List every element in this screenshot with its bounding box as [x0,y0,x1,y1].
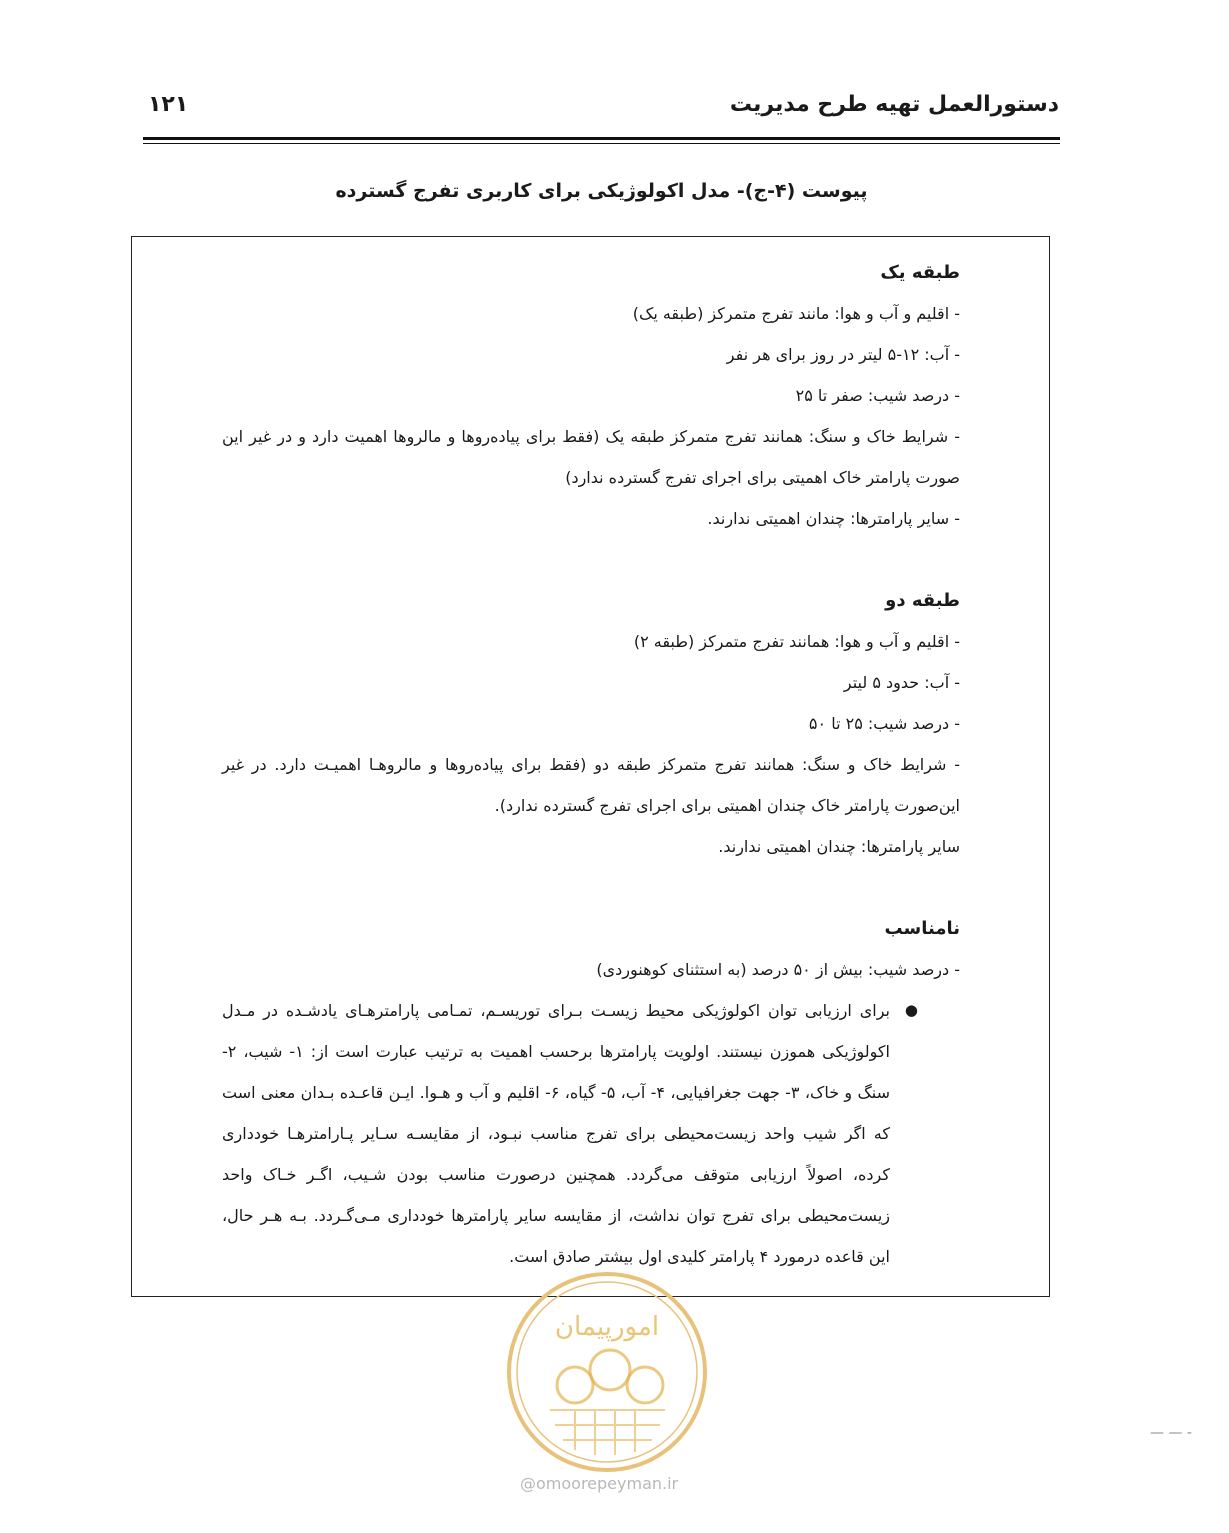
section-line: - درصد شیب: بیش از ۵۰ درصد (به استثنای کوهنوردی) [596,960,960,979]
section-class-two [222,580,960,867]
header-rule-thin [143,143,1060,144]
section-line: سایر پارامترها: چندان اهمیتی ندارند. [718,837,960,856]
bullet-note [222,990,960,1277]
page-number: ۱۲۱ [148,92,189,117]
running-header-title: دستورالعمل تهیه طرح مدیریت [729,92,1059,117]
section-unsuitable [222,908,960,990]
bullet-note-text: برای ارزیابی توان اکولوژیکی محیط زیسـت بـرای توریسـم، تمـامی پارامترهـای یادشـده در مـدل اکولوژیکی هموزن نیستند. اولویت پارامترها برحسب اهمیت به ترتیب عبارت است از: ۱- شیب، ۲- سنگ و خاک، ۳- جهت جغرافیایی، ۴- آب، ۵- گیاه، ۶- اقلیم و آب و هـوا. ایـن قاعـده بـدان معنی است که اگر شیب واحد زیست‌محیطی برای تفرج مناسب نبـود، از مقایسـه سـایر پـارامترهـا خودداری کرده، اصولاً ارزیابی متوقف می‌گردد. همچنین درصورت مناسب بودن شـیب، اگـر خـاک واحد زیست‌محیطی برای تفرج توان نداشت، از مقایسه سایر پارامترها خودداری مـی‌گـردد. بـه هـر حال، این قاعده درمورد ۴ پارامتر کلیدی اول بیشتر صادق است. [222,1001,891,1266]
section-class-one [222,252,960,539]
section-line: - آب: ۱۲-۵ لیتر در روز برای هر نفر [726,345,960,364]
section-line: - درصد شیب: صفر تا ۲۵ [795,386,960,405]
section-line: - شرایط خاک و سنگ: همانند تفرج متمرکز طبقه دو (فقط برای پیاده‌روها و مالروهـا اهمیـت دارد. در غیر این‌صورت پارامتر خاک چندان اهمیتی برای اجرای تفرج گسترده ندارد). [222,755,960,815]
appendix-caption: پیوست (۴-ج)- مدل اکولوژیکی برای کاربری تفرج گسترده [335,180,868,202]
section-line: - درصد شیب: ۲۵ تا ۵۰ [808,714,960,733]
section-line: - شرایط خاک و سنگ: همانند تفرج متمرکز طبقه یک (فقط برای پیاده‌روها و مالروها اهمیت دارد و در غیر این صورت پارامتر خاک اهمیتی برای اجرای تفرج گسترده ندارد) [222,427,960,487]
section-line: - آب: حدود ۵ لیتر [843,673,960,692]
section-line: - اقلیم و آب و هوا: همانند تفرج متمرکز (طبقه ۲) [633,632,960,651]
section-title: طبقه دو [885,590,960,611]
section-line: - سایر پارامترها: چندان اهمیتی ندارند. [707,509,960,528]
header-rule-thick [143,137,1060,140]
content-body [222,252,960,1277]
watermark-url: @omoorepeyman.ir [520,1474,679,1493]
bullet-icon: ● [904,1001,918,1019]
section-title: نامناسب [884,918,960,939]
margin-mark: — — - [1150,1425,1192,1441]
stamp-text: امورپیمان [554,1312,660,1342]
section-line: - اقلیم و آب و هوا: مانند تفرج متمرکز (طبقه یک) [632,304,960,323]
publisher-stamp-icon [505,1270,710,1475]
section-title: طبقه یک [880,262,960,283]
